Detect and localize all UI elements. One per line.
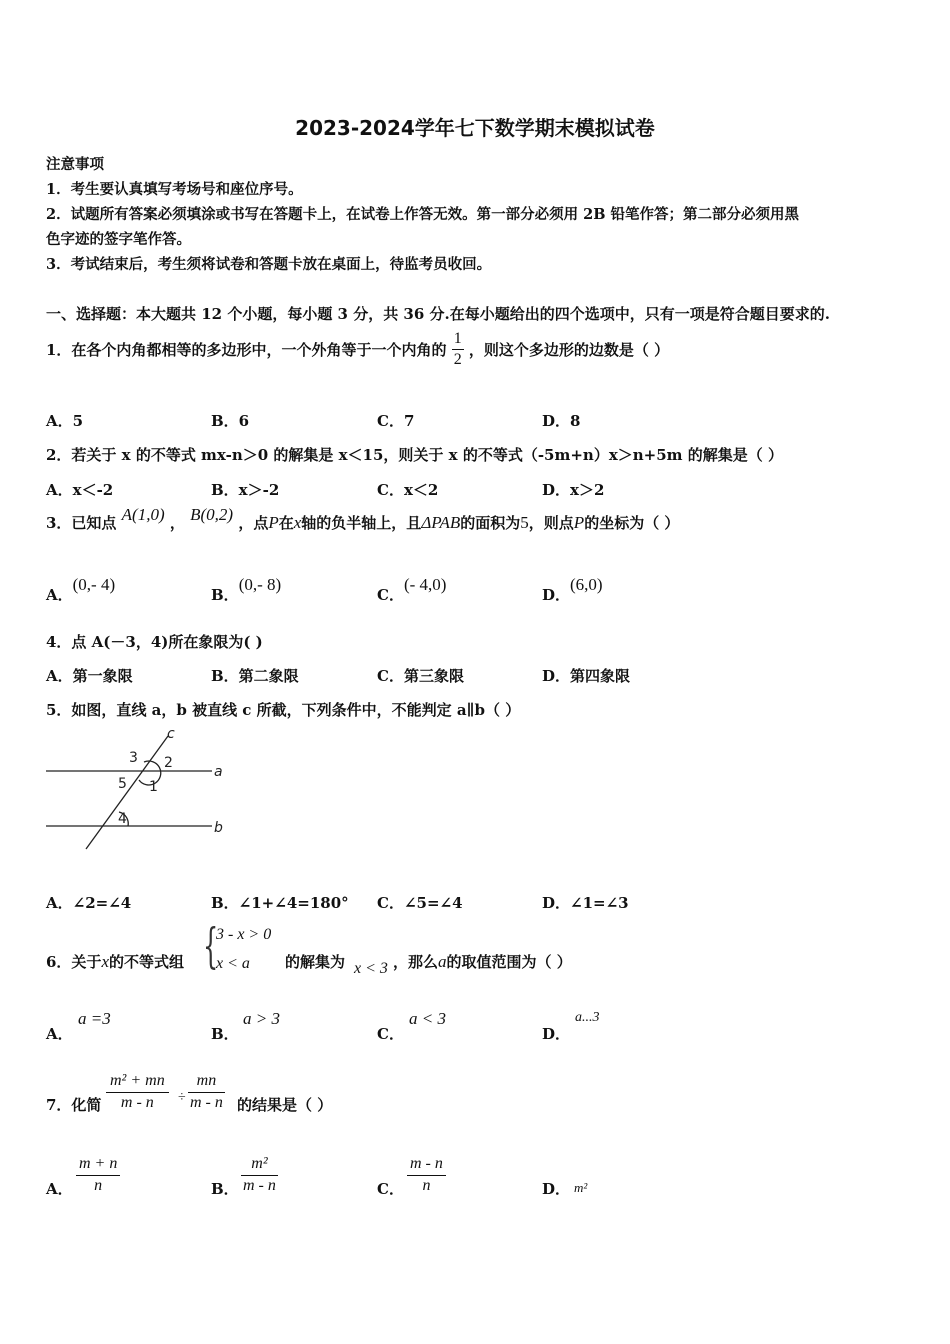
q3-option-d-value: (6,0)	[570, 575, 603, 594]
q6-stem-c: 的解集为	[285, 953, 346, 971]
q6-x: x	[101, 952, 109, 971]
q6-option-a-value: a =3	[78, 1009, 111, 1028]
q6-option-a[interactable]: A．	[46, 1025, 73, 1043]
q6-system-1: 3 - x > 0	[216, 926, 272, 943]
q6-option-b[interactable]: B．	[211, 1025, 239, 1043]
q3-option-d[interactable]: D．(6,0)	[542, 575, 603, 604]
q5-option-a[interactable]: A．∠2=∠4	[46, 894, 132, 912]
notice-line-4: 3．考试结束后，考生须将试卷和答题卡放在桌面上，待监考员收回。	[46, 256, 492, 273]
page-title: 2023-2024学年七下数学期末模拟试卷	[295, 116, 655, 140]
q3-x: x	[293, 513, 302, 532]
q5-option-b[interactable]: B．∠1+∠4=180°	[211, 894, 349, 912]
q1-stem-b: ，则这个多边形的边数是（ ）	[468, 341, 670, 359]
q5-option-d[interactable]: D．∠1=∠3	[542, 894, 629, 912]
notice-heading: 注意事项	[46, 156, 104, 173]
notice-line-2: 2．试题所有答案必须填涂或书写在答题卡上，在试卷上作答无效。第一部分必须用 2B 铅笔作答；第二部分必须用黑	[46, 206, 800, 223]
q6-option-c-value: a < 3	[409, 1009, 446, 1028]
q6-brace: {	[203, 918, 219, 974]
q1-option-d[interactable]: D．8	[542, 412, 581, 430]
section-heading: 一、选择题：本大题共 12 个小题，每小题 3 分，共 36 分.在每小题给出的四个选项中，只有一项是符合题目要求的.	[46, 305, 830, 323]
q2-option-d[interactable]: D．x＞2	[542, 481, 605, 499]
q7-option-d-value: m²	[574, 1180, 588, 1195]
q3-separator: ，	[169, 514, 185, 532]
q4-option-c[interactable]: C．第三象限	[377, 667, 464, 685]
question-7-stem-a: 7．化简	[46, 1096, 102, 1114]
label-3: 3	[129, 750, 138, 766]
q3-stem-g: 的坐标为（ ）	[584, 514, 680, 532]
q3-stem-f: ，则点	[528, 514, 574, 532]
label-a: a	[214, 764, 223, 780]
label-c: c	[167, 726, 175, 742]
q2-option-c[interactable]: C．x＜2	[377, 481, 439, 499]
q7-fraction-1: $\frac{\text{m² + mn}}{m - n}$	[106, 1072, 169, 1112]
q3-area: 5	[520, 513, 529, 532]
q7-option-b-value: $\frac{\text{m²}}{m - n}$	[243, 1155, 276, 1194]
q1-option-a[interactable]: A．5	[46, 412, 84, 430]
notice-line-3: 色字迹的签字笔作答。	[46, 231, 191, 248]
label-b: b	[214, 820, 223, 836]
q1-fraction: $\frac{1}{2}$	[453, 330, 462, 368]
q7-option-a[interactable]: A．	[46, 1180, 73, 1198]
q3-option-c[interactable]: C．(- 4,0)	[377, 575, 447, 604]
q3-p1: P	[268, 513, 279, 532]
label-2: 2	[164, 755, 173, 771]
q3-option-a-value: (0,- 4)	[72, 575, 116, 594]
q1-option-c[interactable]: C．7	[377, 412, 415, 430]
q7-stem-b: 的结果是（ ）	[237, 1096, 333, 1114]
q6-option-b-value: a > 3	[243, 1009, 280, 1028]
q3-option-c-value: (- 4,0)	[403, 575, 447, 594]
question-2: 2．若关于 x 的不等式 mx-n＞0 的解集是 x＜15，则关于 x 的不等式（-5m+n）x＞n+5m 的解集是（ ）	[46, 446, 783, 464]
q3-p2: P	[573, 513, 585, 532]
label-4: 4	[118, 811, 127, 827]
q3-option-a[interactable]: A．(0,- 4)	[46, 575, 116, 604]
q6-option-d-value: a...3	[575, 1010, 600, 1025]
question-3	[46, 505, 680, 533]
q6-stem-d: ，那么a的取值范围为（ ）	[393, 952, 572, 971]
question-6-stem-a: 6．关于x的不等式组	[46, 952, 184, 971]
q3-stem-a: 3．已知点	[46, 514, 117, 532]
label-5: 5	[118, 776, 127, 792]
q5-figure	[40, 722, 240, 857]
q7-divide-sign: ÷	[178, 1090, 186, 1105]
q1-option-b[interactable]: B．6	[211, 412, 250, 430]
q2-option-b[interactable]: B．x＞-2	[211, 481, 280, 499]
q3-stem-e: 的面积为	[460, 514, 521, 532]
q3-stem-c: 在	[278, 514, 294, 532]
q7-option-b[interactable]: B．	[211, 1180, 239, 1198]
notice-line-1: 1．考生要认真填写考场号和座位序号。	[46, 181, 303, 198]
q2-option-a[interactable]: A．x＜-2	[46, 481, 114, 499]
question-5: 5．如图，直线 a，b 被直线 c 所截，下列条件中，不能判定 a∥b（ ）	[46, 701, 521, 719]
question-1	[46, 330, 669, 369]
q3-triangle: ΔPAB	[421, 513, 461, 532]
q3-option-b-value: (0,- 8)	[238, 575, 282, 594]
q6-a: a	[438, 952, 447, 971]
q3-point-a: A(1,0)	[121, 505, 165, 524]
question-4: 4．点 A(－3，4)所在象限为( )	[46, 633, 263, 651]
q3-stem-d: 轴的负半轴上，且	[301, 514, 422, 532]
q6-solution: x < 3	[354, 960, 388, 977]
label-1: 1	[149, 779, 158, 795]
q4-option-b[interactable]: B．第二象限	[211, 667, 299, 685]
q6-option-d[interactable]: D．	[542, 1025, 571, 1043]
q5-option-c[interactable]: C．∠5=∠4	[377, 894, 463, 912]
q7-option-c-value: $\frac{m - n}{n}$	[407, 1155, 446, 1195]
q7-fraction-2: $\frac{mn}{m - n}$	[190, 1072, 223, 1111]
q7-option-d[interactable]: D．	[542, 1180, 571, 1198]
q7-option-a-value: $\frac{m + n}{n}$	[76, 1155, 120, 1195]
q3-option-b[interactable]: B．(0,- 8)	[211, 575, 282, 604]
q6-option-c[interactable]: C．	[377, 1025, 404, 1043]
q3-stem-b: ，点	[238, 514, 269, 532]
q1-stem-a: 1．在各个内角都相等的多边形中，一个外角等于一个内角的	[46, 341, 447, 359]
q4-option-a[interactable]: A．第一象限	[46, 667, 133, 685]
q4-option-d[interactable]: D．第四象限	[542, 667, 631, 685]
q6-system-2: x < a	[216, 955, 250, 972]
q7-option-c[interactable]: C．	[377, 1180, 404, 1198]
q3-point-b: B(0,2)	[190, 505, 234, 524]
